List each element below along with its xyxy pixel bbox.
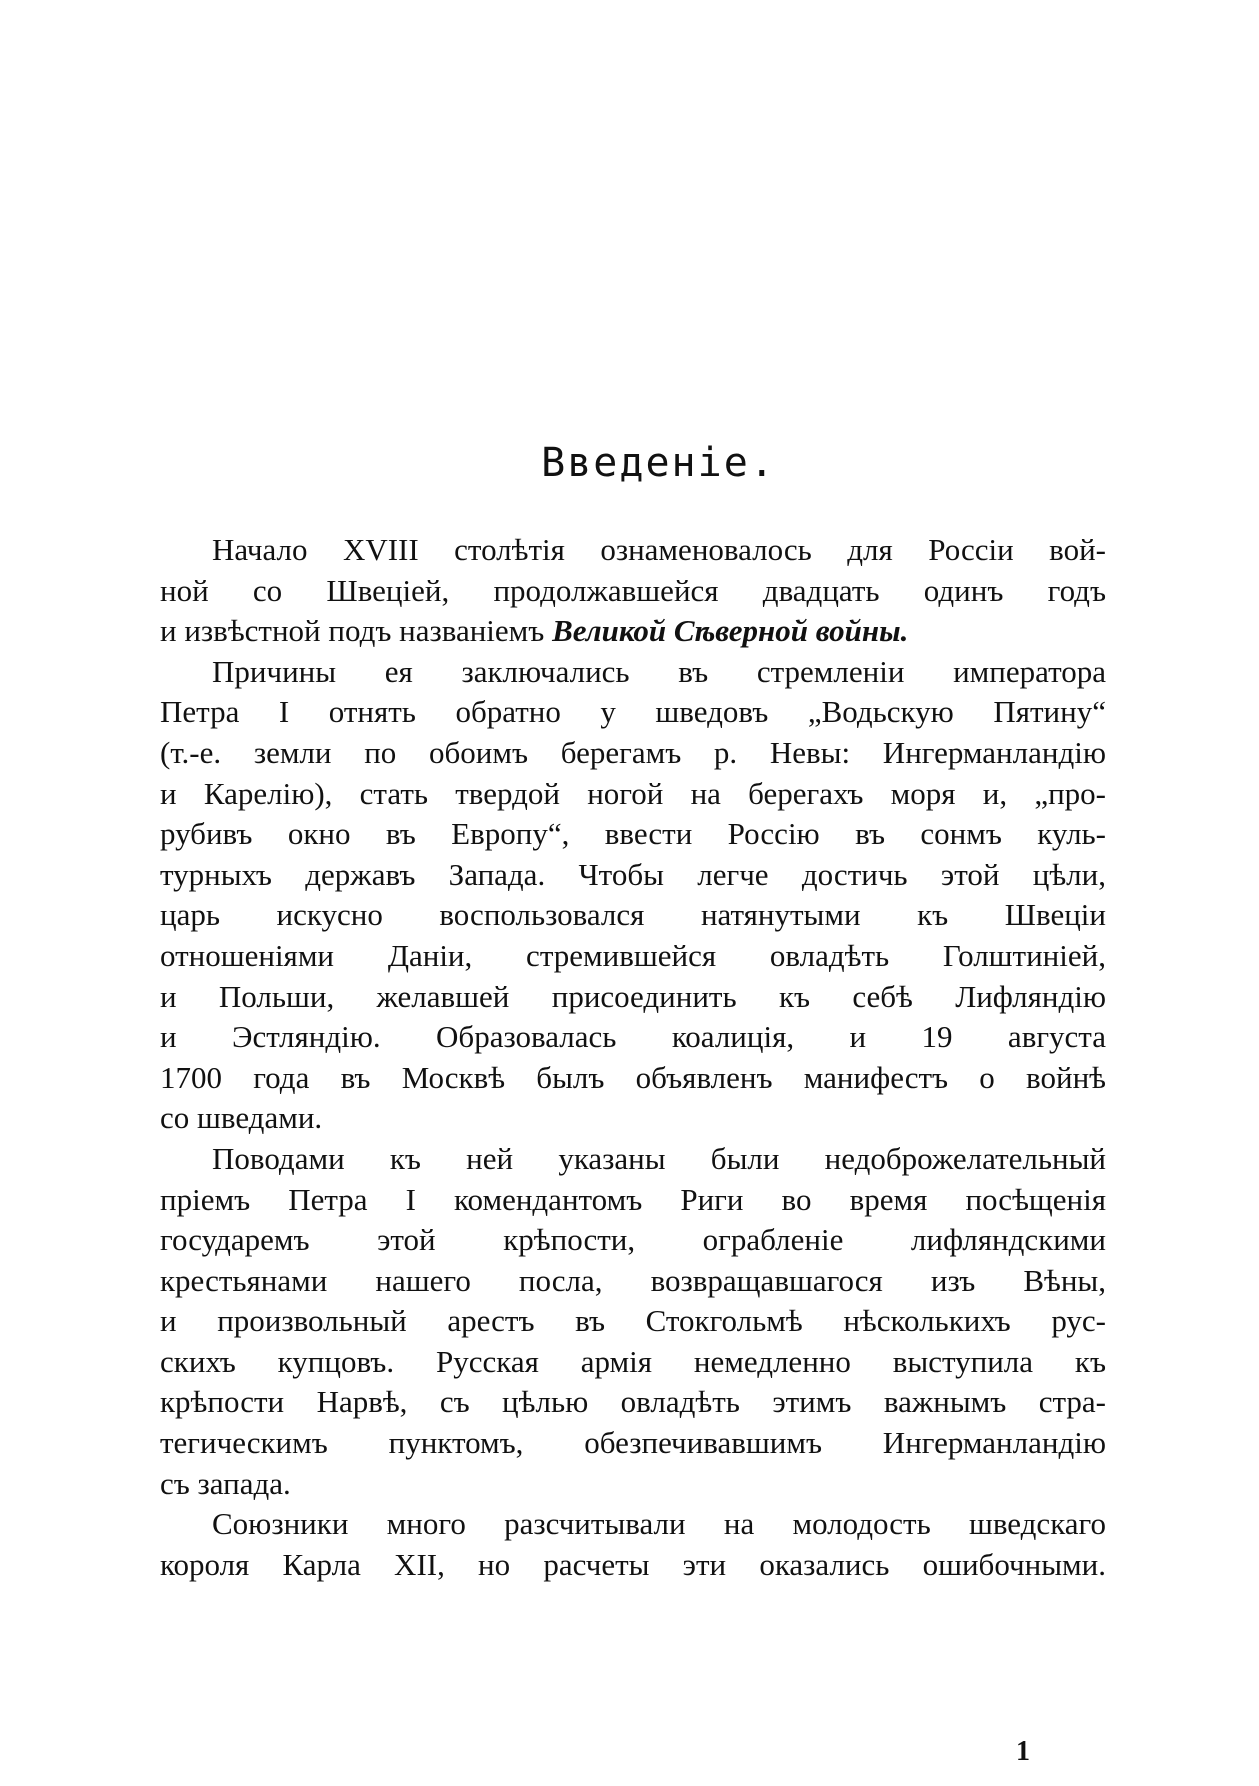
body-text [160,530,1106,1585]
text-line: турныхъ державъ Запада. Чтобы легче достичь этой цѣли, [160,856,1106,892]
text-line: отношеніями Даніи, стремившейся овладѣть Голштиніей, [160,937,1106,973]
text-line: скихъ купцовъ. Русская армія немедленно выступила къ [160,1343,1106,1379]
text-line: Союзники много разсчитывали на молодость шведскаго [212,1506,1106,1542]
page-number: 1 [1016,1736,1030,1767]
text-line: царь искусно воспользовался натянутыми къ Швеціи [160,897,1106,933]
text-line: рубивъ окно въ Европу“, ввести Россію въ сонмъ куль- [160,816,1106,852]
text-line: Начало XVIII столѣтія ознаменовалось для Россіи вой- [212,532,1106,567]
text-line: Причины ея заключались въ стремленіи императора [212,653,1106,689]
text-line: Поводами къ ней указаны были недоброжелательный [212,1140,1106,1176]
text-line: короля Карла XII, но расчеты эти оказались ошибочными. [160,1546,1106,1582]
text-line: пріемъ Петра I комендантомъ Риги во время посѣщенія [160,1181,1106,1217]
text-line-with-italic [160,611,1106,652]
text-line: (т.-е. земли по обоимъ берегамъ р. Невы: Ингерманландію [160,734,1106,770]
text-line: со шведами. [160,1100,323,1136]
text-line: и Карелію), стать твердой ногой на берегахъ моря и, „про- [160,775,1106,811]
chapter-title: Введеніе. [541,440,776,486]
text-line: ной со Швеціей, продолжавшейся двадцать одинъ годъ [160,572,1106,608]
italic-phrase: Великой Сѣверной войны. [552,613,909,649]
text-line: и Польши, желавшей присоединить къ себѣ Лифляндію [160,978,1106,1014]
text-line: Петра I отнять обратно у шведовъ „Водьскую Пятину“ [160,694,1106,730]
text-line: крестьянами нашего посла, возвращавшагося изъ Вѣны, [160,1262,1106,1298]
text-line: тегическимъ пунктомъ, обезпечивавшимъ Ингерманландію [160,1425,1106,1461]
text-line: государемъ этой крѣпости, ограбленіе лифляндскими [160,1222,1106,1258]
text-fragment: и извѣстной подъ названіемъ [160,613,545,649]
text-line: съ запада. [160,1465,291,1501]
text-line: и произвольный арестъ въ Стокгольмѣ нѣсколькихъ рус- [160,1303,1106,1339]
text-line: 1700 года въ Москвѣ былъ объявленъ манифестъ о войнѣ [160,1059,1106,1095]
text-line: крѣпости Нарвѣ, съ цѣлью овладѣть этимъ важнымъ стра- [160,1384,1106,1420]
text-line: и Эстляндію. Образовалась коалиція, и 19 августа [160,1019,1106,1055]
